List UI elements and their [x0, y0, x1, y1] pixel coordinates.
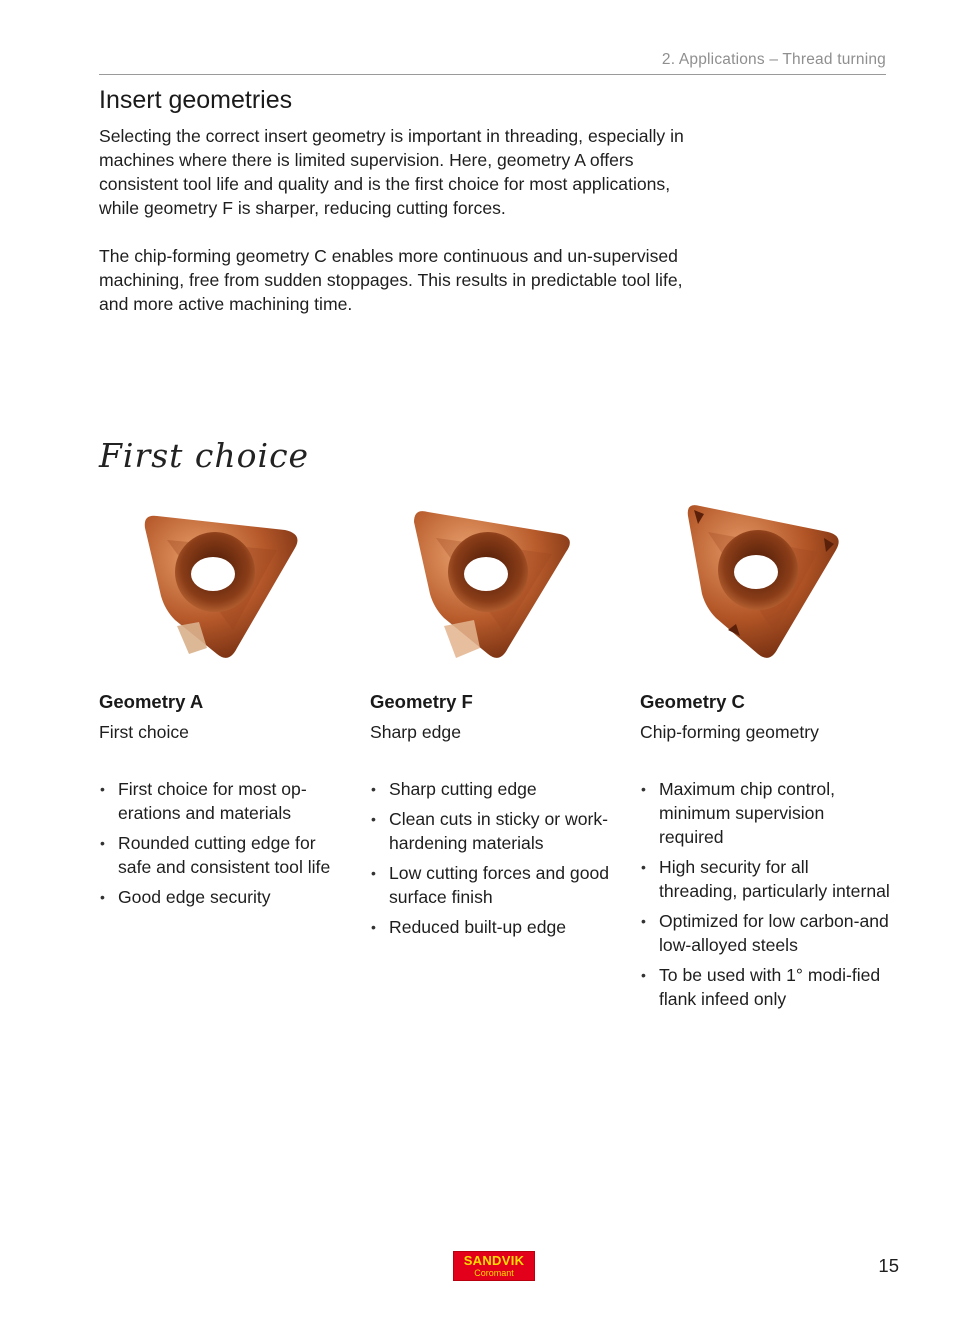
geometry-c-title: Geometry C — [640, 691, 745, 712]
bullet-icon: • — [641, 913, 646, 929]
geometry-c-subtitle: Chip-forming geometry — [640, 722, 819, 742]
geometry-a-title: Geometry A — [99, 691, 204, 712]
logo-subbrand: Coromant — [474, 1268, 514, 1278]
geometry-f-column — [370, 688, 620, 945]
intro-paragraph-2: The chip-forming geometry C enables more continuous and un-supervised machining, free from sudden stoppages. This results in predictable tool life, and more active machining time. — [99, 246, 683, 314]
list-item: • Clean cuts in sticky or work-hardening materials — [371, 809, 609, 853]
bullet-icon: • — [371, 865, 376, 881]
list-item: • To be used with 1° modi-fied flank infeed only — [641, 965, 881, 1009]
running-header: 2. Applications – Thread turning — [661, 51, 886, 68]
page-title: Insert geometries — [99, 86, 293, 114]
intro-paragraph-1: Selecting the correct insert geometry is important in threading, especially in machines where there is limited supervision. Here, geometry A offers consistent tool life and quality and is the first choice for most applications, while geometry F is sharper, reducing cutting forces. — [99, 126, 684, 218]
bullet-icon: • — [100, 781, 105, 797]
sandvik-coromant-logo — [453, 1251, 535, 1281]
header-rule — [99, 74, 886, 75]
geometry-c-insert-image — [678, 498, 848, 668]
list-item: • High security for all threading, particularly internal — [641, 857, 890, 901]
geometry-f-insert-image — [408, 498, 578, 668]
geometry-f-title: Geometry F — [370, 691, 473, 712]
bullet-icon: • — [371, 919, 376, 935]
list-item: • First choice for most op-erations and materials — [100, 779, 307, 823]
list-item: • Optimized for low carbon-and low-alloyed steels — [641, 911, 889, 955]
bullet-icon: • — [371, 811, 376, 827]
geometry-a-bullets — [99, 777, 349, 909]
list-item: • Good edge security — [100, 887, 271, 907]
list-item: • Sharp cutting edge — [371, 779, 537, 799]
list-item: • Reduced built-up edge — [371, 917, 567, 937]
geometry-a-insert-image — [137, 498, 307, 668]
list-item: • Maximum chip control, minimum supervision required — [641, 779, 835, 847]
list-item: • Rounded cutting edge for safe and consistent tool life — [100, 833, 331, 877]
list-item: • Low cutting forces and good surface finish — [371, 863, 610, 907]
geometry-f-subtitle: Sharp edge — [370, 722, 461, 742]
bullet-icon: • — [371, 781, 376, 797]
bullet-icon: • — [641, 781, 646, 797]
geometry-f-bullets — [370, 777, 620, 939]
geometry-c-bullets — [640, 777, 890, 1011]
section-heading: First choice — [99, 436, 310, 475]
bullet-icon: • — [641, 859, 646, 875]
bullet-icon: • — [100, 835, 105, 851]
geometry-c-column — [640, 688, 890, 1017]
page-number: 15 — [878, 1255, 899, 1276]
geometry-a-column — [99, 688, 349, 915]
bullet-icon: • — [100, 889, 105, 905]
logo-brand: SANDVIK — [463, 1253, 525, 1268]
intro-text — [99, 124, 689, 340]
bullet-icon: • — [641, 967, 646, 983]
geometry-a-subtitle: First choice — [99, 722, 189, 742]
